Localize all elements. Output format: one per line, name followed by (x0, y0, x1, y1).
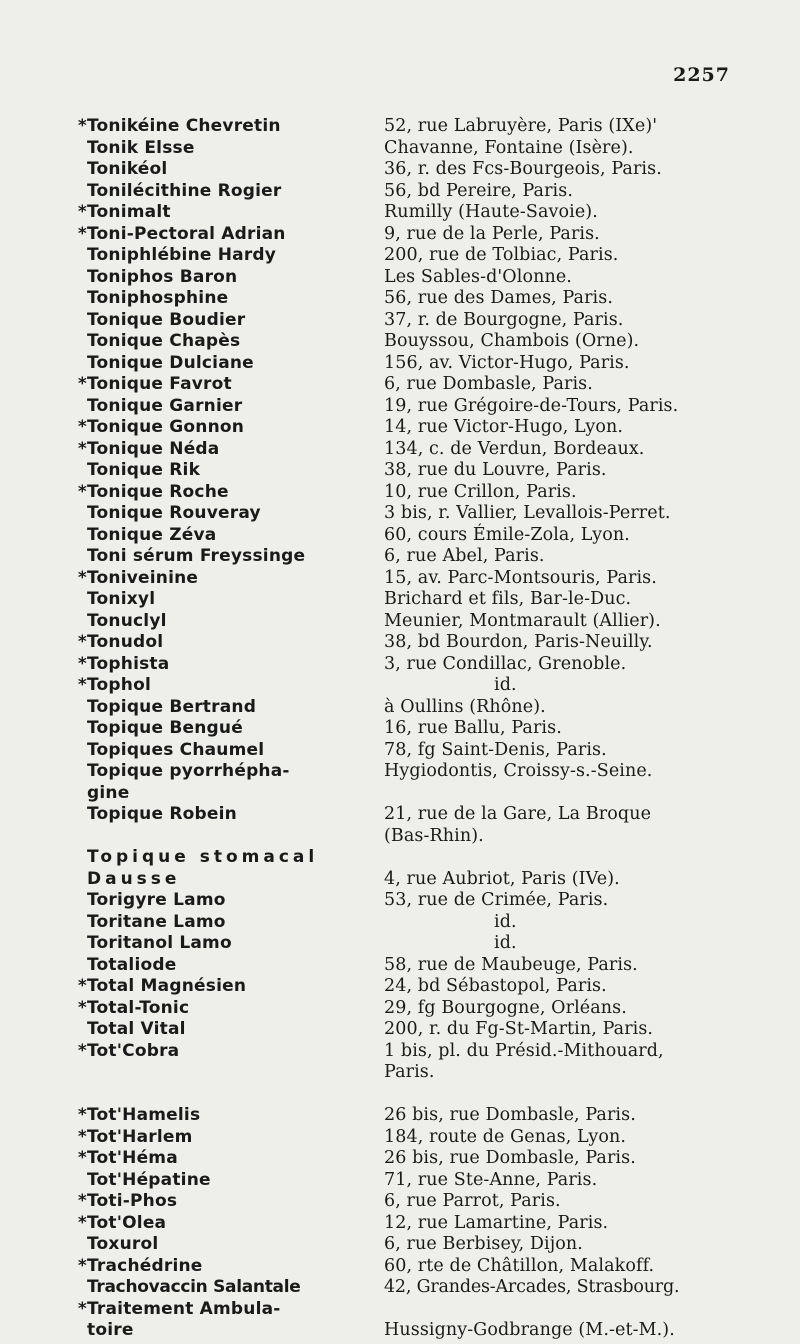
entry-name-text: Tonique Rik (87, 460, 201, 480)
entry-name (74, 267, 384, 289)
directory-entry (74, 1105, 744, 1127)
asterisk-mark: * (77, 997, 87, 1018)
directory-entry (74, 804, 744, 847)
entry-name (74, 1277, 384, 1299)
entry-name-text: Tonuclyl (87, 610, 167, 631)
entry-address: 6, rue Dombasle, Paris. (384, 374, 593, 394)
directory-entry (74, 976, 744, 998)
entry-name (74, 546, 384, 568)
entry-address: Rumilly (Haute-Savoie). (384, 202, 598, 222)
asterisk-mark: * (77, 438, 87, 459)
entry-name-text: Topique Bengué (87, 718, 243, 738)
entry-address: 21, rue de la Gare, La Broque (Bas-Rhin). (384, 804, 652, 846)
asterisk-mark: * (77, 567, 87, 588)
entry-name (74, 245, 384, 267)
entry-address: 60, cours Émile-Zola, Lyon. (384, 524, 630, 545)
entry-name-text: Tonique Gonnon (87, 417, 245, 437)
directory-entry (74, 1148, 744, 1170)
asterisk-mark: * (77, 1191, 87, 1211)
entry-address: 12, rue Lamartine, Paris. (384, 1212, 609, 1233)
directory-entry (74, 482, 744, 504)
entry-name (74, 396, 384, 418)
directory-entry (74, 611, 744, 633)
entry-name-text: Tonilécithine Rogier (87, 180, 282, 201)
directory-entry (74, 181, 744, 203)
directory-entry (74, 955, 744, 977)
entry-name (74, 1213, 384, 1235)
directory-entry (74, 310, 744, 332)
entry-name (74, 955, 384, 977)
directory-entry (74, 654, 744, 676)
entry-name-text: Totaliode (87, 954, 177, 975)
entry-name (74, 976, 384, 998)
entry-name-text: Topique stomacal Dausse (87, 847, 319, 889)
entry-address: 26 bis, rue Dombasle, Paris. (384, 1105, 636, 1125)
entry-address: 1 bis, pl. du Présid.-Mithouard, Paris. (384, 1040, 664, 1082)
asterisk-mark: * (77, 374, 87, 394)
entry-address: 200, r. du Fg-St-Martin, Paris. (384, 1019, 654, 1039)
entry-name (74, 1234, 384, 1256)
directory-list (74, 116, 744, 1342)
directory-entry (74, 847, 744, 890)
directory-entry (74, 912, 744, 934)
directory-entry (74, 1191, 744, 1213)
entry-name-text: Tonikéine Chevretin (87, 116, 281, 136)
asterisk-mark: * (77, 632, 87, 652)
asterisk-mark: * (77, 675, 87, 695)
entry-name-text: Tonik Elsse (87, 137, 195, 158)
entry-address: 38, rue du Louvre, Paris. (384, 460, 607, 480)
asterisk-mark: * (77, 1105, 87, 1125)
entry-name-text: Total-Tonic (87, 997, 190, 1018)
directory-entry (74, 1277, 744, 1299)
entry-name (74, 1019, 384, 1041)
entry-address: 6, rue Berbisey, Dijon. (384, 1234, 583, 1254)
entry-name (74, 675, 384, 697)
asterisk-mark: * (77, 653, 87, 674)
entry-name-text: Tophol (87, 675, 151, 695)
entry-address: 10, rue Crillon, Paris. (384, 481, 577, 502)
entry-name (74, 1148, 384, 1170)
entry-address: 38, bd Bourdon, Paris-Neuilly. (384, 632, 653, 652)
directory-entry (74, 1170, 744, 1192)
entry-name (74, 460, 384, 482)
directory-entry (74, 697, 744, 719)
directory-entry (74, 546, 744, 568)
entry-name (74, 224, 384, 246)
entry-name (74, 804, 384, 826)
entry-name (74, 632, 384, 654)
entry-name-text: Toniphos Baron (87, 266, 238, 287)
entry-name (74, 1256, 384, 1278)
entry-address: 53, rue de Crimée, Paris. (384, 890, 609, 910)
entry-name (74, 847, 384, 890)
entry-name (74, 138, 384, 160)
entry-address: 3 bis, r. Vallier, Levallois-Perret. (384, 503, 671, 523)
directory-entry (74, 1256, 744, 1278)
asterisk-mark: * (77, 202, 87, 222)
entry-name-text: Toni sérum Freyssinge (87, 546, 306, 566)
directory-entry (74, 525, 744, 547)
directory-entry (74, 116, 744, 138)
entry-name-text: Tonique Rouveray (87, 503, 261, 523)
directory-entry (74, 761, 744, 804)
directory-entry (74, 224, 744, 246)
entry-name-text: Topique Robein (87, 804, 237, 824)
directory-entry (74, 202, 744, 224)
entry-address: 184, route de Genas, Lyon. (384, 1126, 627, 1147)
entry-name (74, 374, 384, 396)
entry-address: 60, rte de Châtillon, Malakoff. (384, 1255, 655, 1276)
entry-address: 3, rue Condillac, Grenoble. (384, 653, 627, 674)
entry-name (74, 202, 384, 224)
entry-name-text: Trachovaccin Salantale (87, 1277, 301, 1297)
entry-address: id. (494, 911, 517, 932)
entry-address: 200, rue de Tolbiac, Paris. (384, 245, 619, 265)
entry-address: 52, rue Labruyère, Paris (IXe)' (384, 116, 658, 136)
entry-address: id. (494, 933, 517, 953)
entry-address: Les Sables-d'Olonne. (384, 266, 572, 287)
entry-name-text: Trachédrine (87, 1255, 203, 1276)
entry-name-text: Tonique Dulciane (87, 352, 254, 373)
entry-address: 42, Grandes-Arcades, Strasbourg. (384, 1277, 680, 1297)
entry-name-text: Toniphosphine (87, 288, 229, 308)
entry-name-text: Tonimalt (87, 202, 171, 222)
entry-name-text: Total Magnésien (87, 976, 247, 996)
entry-name-text: Toxurol (87, 1234, 159, 1254)
directory-entry (74, 933, 744, 955)
entry-name (74, 310, 384, 332)
entry-address: Meunier, Montmarault (Allier). (384, 610, 661, 631)
entry-address: 6, rue Parrot, Paris. (384, 1191, 561, 1211)
directory-entry (74, 632, 744, 654)
entry-name-text: Total Vital (87, 1019, 186, 1039)
entry-name-text: Toritanol Lamo (87, 933, 232, 953)
directory-entry (74, 460, 744, 482)
asterisk-mark: * (77, 223, 87, 244)
entry-name-text: Traitement Ambula- toire (87, 1298, 281, 1340)
asterisk-mark: * (77, 976, 87, 996)
entry-address: 134, c. de Verdun, Bordeaux. (384, 438, 645, 459)
entry-name-text: Tophista (87, 653, 170, 674)
directory-entry (74, 1019, 744, 1041)
entry-name (74, 1191, 384, 1213)
entry-address: Bouyssou, Chambois (Orne). (384, 331, 640, 351)
directory-entry (74, 1234, 744, 1256)
entry-name (74, 1170, 384, 1192)
entry-name (74, 761, 384, 804)
directory-entry (74, 353, 744, 375)
directory-entry (74, 331, 744, 353)
directory-entry (74, 1213, 744, 1235)
asterisk-mark: * (77, 481, 87, 502)
directory-entry (74, 503, 744, 525)
entry-name-text: Tot'Héma (87, 1148, 178, 1168)
asterisk-mark: * (77, 116, 87, 136)
directory-entry (74, 288, 744, 310)
entry-name (74, 288, 384, 310)
directory-entry (74, 1127, 744, 1149)
entry-address: à Oullins (Rhône). (384, 696, 546, 717)
entry-name-text: Toti-Phos (87, 1191, 178, 1211)
entry-address: 9, rue de la Perle, Paris. (384, 223, 600, 244)
entry-name (74, 933, 384, 955)
entry-name (74, 525, 384, 547)
asterisk-mark: * (77, 1148, 87, 1168)
entry-name-text: Tonique Garnier (87, 395, 243, 416)
entry-name (74, 1299, 384, 1342)
entry-name (74, 482, 384, 504)
entry-name-text: Toniveinine (87, 567, 199, 588)
entry-name-text: Tonique Favrot (87, 374, 232, 394)
entry-name (74, 1127, 384, 1149)
entry-address: 36, r. des Fcs-Bourgeois, Paris. (384, 159, 662, 179)
entry-address: 6, rue Abel, Paris. (384, 546, 545, 566)
entry-address: 58, rue de Maubeuge, Paris. (384, 954, 638, 975)
entry-address: Brichard et fils, Bar-le-Duc. (384, 589, 632, 609)
directory-entry (74, 568, 744, 590)
entry-name-text: Tonique Chapès (87, 331, 241, 351)
entry-address: 19, rue Grégoire-de-Tours, Paris. (384, 395, 679, 416)
entry-name (74, 611, 384, 633)
entry-address: Hygiodontis, Croissy-s.-Seine. (384, 761, 653, 781)
entry-name (74, 181, 384, 203)
entry-name-text: Toniphlébine Hardy (87, 245, 277, 265)
directory-entry (74, 396, 744, 418)
entry-name (74, 890, 384, 912)
entry-name-text: Tot'Harlem (87, 1126, 193, 1147)
entry-name-text: Tot'Hépatine (87, 1169, 211, 1190)
entry-name-text: Tonique Néda (87, 438, 220, 459)
entry-name (74, 159, 384, 181)
entry-address: Hussigny-Godbrange (M.-et-M.). (384, 1320, 675, 1340)
entry-address: id. (494, 675, 517, 695)
entry-name (74, 740, 384, 762)
entry-name (74, 331, 384, 353)
entry-name (74, 697, 384, 719)
entry-address: 71, rue Ste-Anne, Paris. (384, 1169, 598, 1190)
directory-entry (74, 159, 744, 181)
page-number: 2257 (673, 64, 730, 86)
directory-entry (74, 740, 744, 762)
directory-entry (74, 1299, 744, 1342)
directory-entry (74, 417, 744, 439)
entry-name-text: Tot'Olea (87, 1212, 167, 1233)
entry-name-text: Topique Bertrand (87, 696, 257, 717)
entry-name (74, 568, 384, 590)
directory-entry (74, 890, 744, 912)
entry-name (74, 718, 384, 740)
directory-entry (74, 138, 744, 160)
entry-address: 56, rue des Dames, Paris. (384, 288, 614, 308)
entry-name (74, 503, 384, 525)
entry-name-text: Tonique Boudier (87, 309, 246, 330)
entry-name-text: Topiques Chaumel (87, 739, 265, 760)
entry-name (74, 353, 384, 375)
entry-address: 78, fg Saint-Denis, Paris. (384, 739, 607, 760)
asterisk-mark: * (77, 1255, 87, 1276)
entry-address: 29, fg Bourgogne, Orléans. (384, 997, 627, 1018)
directory-entry (74, 675, 744, 697)
entry-name (74, 1041, 384, 1063)
directory-entry (74, 374, 744, 396)
entry-name-text: Tonikéol (87, 159, 168, 179)
entry-address: 16, rue Ballu, Paris. (384, 718, 562, 738)
entry-name-text: Tonixyl (87, 589, 156, 609)
directory-entry (74, 589, 744, 611)
entry-name (74, 998, 384, 1020)
asterisk-mark: * (77, 1212, 87, 1233)
entry-address: 15, av. Parc-Montsouris, Paris. (384, 567, 657, 588)
entry-address: 4, rue Aubriot, Paris (IVe). (384, 868, 620, 889)
entry-name (74, 417, 384, 439)
entry-name-text: Tonique Roche (87, 481, 229, 502)
entry-name-text: Toritane Lamo (87, 911, 226, 932)
directory-entry (74, 267, 744, 289)
entry-name-text: Toni-Pectoral Adrian (87, 223, 286, 244)
asterisk-mark: * (77, 1298, 87, 1319)
directory-entry (74, 245, 744, 267)
entry-name (74, 439, 384, 461)
entry-name-text: Tonudol (87, 632, 164, 652)
entry-address: Chavanne, Fontaine (Isère). (384, 137, 634, 158)
directory-entry (74, 718, 744, 740)
entry-address: 156, av. Victor-Hugo, Paris. (384, 352, 630, 373)
entry-address: 14, rue Victor-Hugo, Lyon. (384, 417, 624, 437)
entry-name-text: Torigyre Lamo (87, 890, 226, 910)
entry-address: 26 bis, rue Dombasle, Paris. (384, 1148, 636, 1168)
entry-address: 56, bd Pereire, Paris. (384, 180, 574, 201)
entry-name (74, 589, 384, 611)
directory-entry (74, 998, 744, 1020)
entry-name (74, 1105, 384, 1127)
entry-name (74, 654, 384, 676)
entry-address: 24, bd Sébastopol, Paris. (384, 976, 607, 996)
entry-name (74, 912, 384, 934)
asterisk-mark: * (77, 1040, 87, 1061)
directory-entry (74, 439, 744, 461)
entry-name-text: Tot'Cobra (87, 1040, 180, 1061)
entry-name-text: Topique pyorrhépha- gine (87, 761, 290, 803)
entry-name-text: Tonique Zéva (87, 524, 217, 545)
entry-name (74, 116, 384, 138)
asterisk-mark: * (77, 1126, 87, 1147)
asterisk-mark: * (77, 417, 87, 437)
directory-entry (74, 1041, 744, 1084)
entry-name-text: Tot'Hamelis (87, 1105, 201, 1125)
entry-address: 37, r. de Bourgogne, Paris. (384, 309, 624, 330)
